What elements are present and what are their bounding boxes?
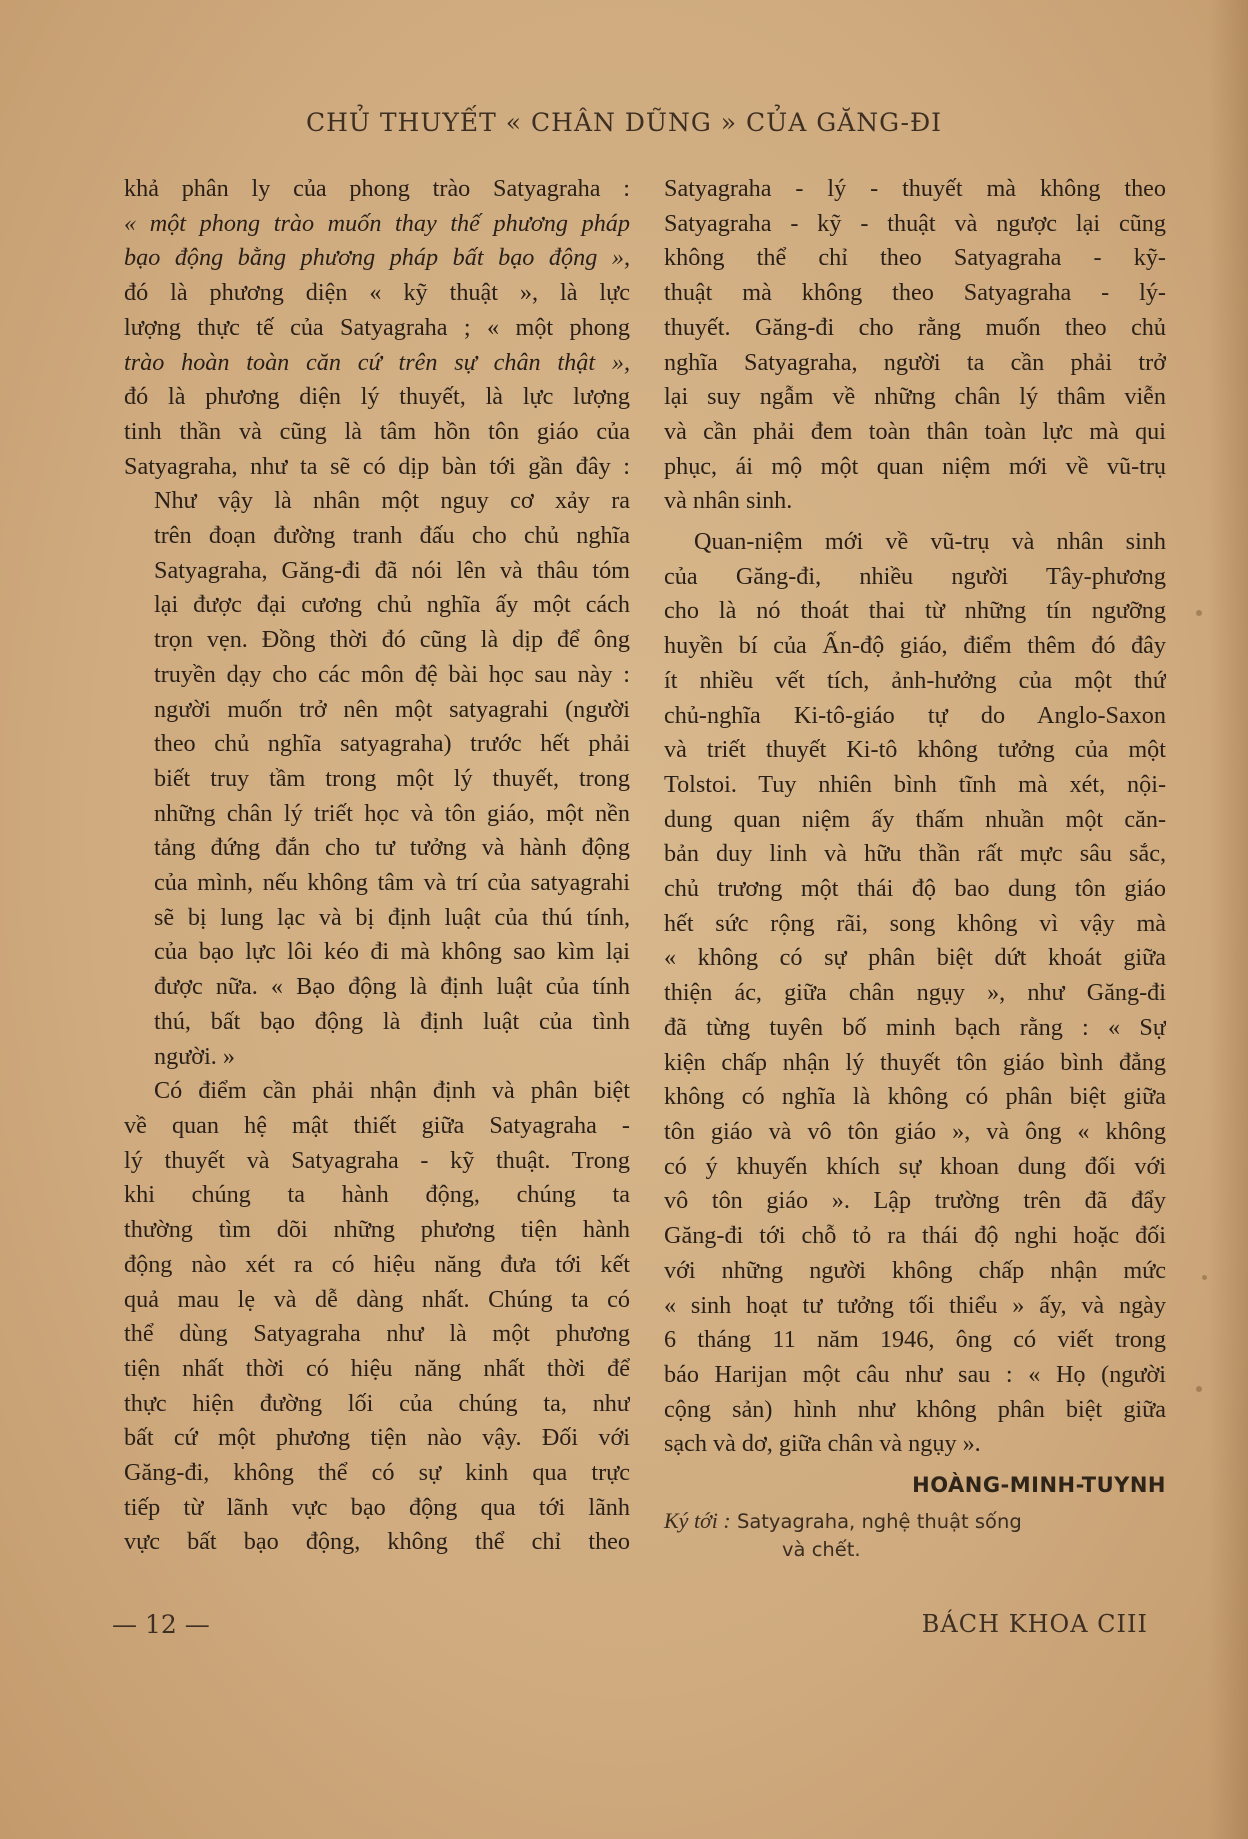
text-line: chủ-nghĩa Ki-tô-giáo tự do Anglo-Saxon [664, 701, 1166, 729]
source-title-continued: và chết. [782, 1537, 861, 1561]
author-name: HOÀNG-MINH-TUYNH [912, 1473, 1166, 1498]
text-line: khi chúng ta hành động, chúng ta [124, 1181, 630, 1209]
ink-spot [1202, 1275, 1207, 1280]
source-note [664, 1507, 1166, 1564]
text-line: trọn vẹn. Đồng thời đó cũng là dịp để ông [154, 626, 630, 654]
text-line: có ý khuyến khích sự khoan dung đối với [664, 1152, 1166, 1180]
page-edge-shadow [1208, 0, 1248, 1839]
text-line: chủ trương một thái độ bao dung tôn giáo [664, 875, 1166, 903]
text-line: những chân lý triết học và tôn giáo, một nền [154, 799, 630, 827]
text-line: thiện ác, giữa chân ngụy », như Găng-đi [664, 979, 1166, 1007]
right-paragraph-1 [664, 172, 1166, 519]
text-line: « sinh hoạt tư tưởng tối thiểu » ấy, và ngày [664, 1291, 1166, 1319]
text-line: cộng sản) hình như không phân biệt giữa [664, 1395, 1166, 1423]
text-line: không thể chỉ theo Satyagraha - kỹ- [664, 244, 1166, 272]
text-line: Satyagraha - lý - thuyết mà không theo [664, 175, 1166, 202]
text-line: huyền bí của Ấn-độ giáo, điểm thêm đó đây [664, 632, 1166, 660]
source-label: Ký tới : [664, 1507, 731, 1533]
text-line: thường tìm dõi những phương tiện hành [124, 1216, 630, 1244]
text-line: quả mau lẹ và dễ dàng nhất. Chúng ta có [124, 1285, 630, 1313]
text-line: thực hiện đường lối của chúng ta, như [124, 1389, 630, 1417]
text-line: trào hoàn toàn căn cứ trên sự chân thật », [124, 348, 630, 376]
text-line: 6 tháng 11 năm 1946, ông có viết trong [664, 1326, 1166, 1354]
text-line: của Găng-đi, nhiều người Tây-phương [664, 562, 1166, 590]
text-line: của mình, nếu không tâm và trí của satyagrahi [154, 869, 630, 897]
ink-spot [1196, 610, 1202, 616]
text-line: tinh thần và cũng là tâm hồn tôn giáo của [124, 417, 630, 445]
text-line: truyền dạy cho các môn đệ bài học sau này : [154, 660, 630, 688]
running-header: CHỦ THUYẾT « CHÂN DŨNG » CỦA GĂNG-ĐI [305, 108, 943, 137]
text-line: Như vậy là nhân một nguy cơ xảy ra [154, 487, 630, 515]
text-line: « không có sự phân biệt dứt khoát giữa [664, 944, 1166, 972]
ink-spot [1196, 1386, 1202, 1392]
text-line: bản duy linh và hữu thần rất mực sâu sắc, [664, 840, 1166, 868]
text-line: báo Harijan một câu như sau : « Họ (người [664, 1360, 1166, 1388]
right-paragraph-2 [664, 525, 1166, 1462]
text-line: tiện nhất thời có hiệu năng nhất thời để [124, 1354, 630, 1382]
journal-issue: BÁCH KHOA CIII [921, 1610, 1148, 1638]
text-line: Găng-đi, không thể có sự kinh qua trực [124, 1459, 630, 1487]
text-line: vô tôn giáo ». Lập trường trên đã đẩy [664, 1187, 1166, 1215]
text-line: thuật mà không theo Satyagraha - lý- [664, 279, 1166, 307]
text-line: Có điểm cần phải nhận định và phân biệt [154, 1077, 630, 1105]
text-line: và nhân sinh. [664, 487, 793, 515]
text-line: về quan hệ mật thiết giữa Satyagraha - [124, 1111, 630, 1139]
text-line: khả phân ly của phong trào Satyagraha : [124, 175, 630, 202]
page-number: — 12 — [112, 1610, 210, 1639]
text-line: Satyagraha, Găng-đi đã nói lên và thâu tóm [154, 556, 630, 584]
text-line: trên đoạn đường tranh đấu cho chủ nghĩa [154, 522, 630, 550]
text-line: Tolstoi. Tuy nhiên bình tĩnh mà xét, nội- [664, 770, 1166, 798]
text-line: tiếp từ lãnh vực bạo động qua tới lãnh [124, 1493, 630, 1521]
text-line: thú, bất bạo động là định luật của tình [154, 1007, 630, 1035]
text-line: tôn giáo và vô tôn giáo », và ông « không [664, 1117, 1166, 1145]
text-line: biết truy tầm trong một lý thuyết, trong [154, 764, 630, 792]
text-line: thuyết. Găng-đi cho rằng muốn theo chủ [664, 313, 1166, 341]
text-line: vực bất bạo động, không thể chỉ theo [124, 1528, 630, 1556]
text-line: động nào xét ra có hiệu năng đưa tới kết [124, 1250, 630, 1278]
text-line: dung quan niệm ấy thấm nhuần một căn- [664, 805, 1166, 833]
text-line: người. » [154, 1042, 235, 1070]
text-line: « một phong trào muốn thay thế phương pháp [124, 209, 630, 237]
text-line: lại suy ngẫm về những chân lý thâm viễn [664, 383, 1166, 411]
source-title: Satyagraha, nghệ thuật sống [736, 1509, 1022, 1533]
text-line: Quan-niệm mới về vũ-trụ và nhân sinh [694, 528, 1166, 556]
text-line: người muốn trở nên một satyagrahi (người [154, 695, 630, 723]
left-paragraph-3 [124, 1074, 630, 1560]
text-line: hết sức rộng rãi, song không vì vậy mà [664, 909, 1166, 937]
text-line: sẽ bị lung lạc và bị định luật của thú tính, [154, 903, 630, 931]
text-line: sạch và dơ, giữa chân và ngụy ». [664, 1430, 981, 1458]
text-line: cho là nó thoát thai từ những tín ngưỡng [664, 597, 1166, 625]
right-column [664, 172, 1166, 1564]
text-line: không có nghĩa là không có phân biệt giữa [664, 1083, 1166, 1111]
text-line: kiện chấp nhận lý thuyết tôn giáo bình đẳng [664, 1048, 1166, 1076]
text-line: theo chủ nghĩa satyagraha) trước hết phải [154, 730, 630, 758]
left-paragraph-2 [124, 484, 630, 1074]
text-line: Satyagraha, như ta sẽ có dịp bàn tới gần đây : [124, 452, 630, 480]
text-line: được nữa. « Bạo động là định luật của tính [154, 973, 630, 1001]
text-line: lại được đại cương chủ nghĩa ấy một cách [154, 591, 630, 619]
text-line: bất cứ một phương tiện nào vậy. Đối với [124, 1424, 630, 1452]
left-column [124, 172, 630, 1560]
text-line: nghĩa Satyagraha, người ta cần phải trở [664, 348, 1166, 376]
text-line: với những người không chấp nhận mức [664, 1256, 1166, 1284]
text-line: và triết thuyết Ki-tô không tưởng của một [664, 736, 1166, 764]
text-line: lý thuyết và Satyagraha - kỹ thuật. Trong [124, 1146, 630, 1174]
text-line: của bạo lực lôi kéo đi mà không sao kìm lại [154, 938, 630, 966]
text-line: và cần phải đem toàn thân toàn lực mà qui [664, 417, 1166, 445]
text-line: Găng-đi tới chỗ tỏ ra thái độ nghi hoặc đối [664, 1222, 1166, 1250]
text-line: Satyagraha - kỹ - thuật và ngược lại cũng [664, 209, 1166, 237]
text-line: bạo động bằng phương pháp bất bạo động », [124, 244, 630, 272]
text-line: đó là phương diện lý thuyết, là lực lượng [124, 383, 630, 411]
left-paragraph-1 [124, 172, 630, 484]
text-line: đã từng tuyên bố minh bạch rằng : « Sự [664, 1013, 1166, 1041]
text-line: thể dùng Satyagraha như là một phương [124, 1320, 630, 1348]
text-line: phục, ái mộ một quan niệm mới về vũ-trụ [664, 452, 1166, 480]
text-line: đó là phương diện « kỹ thuật », là lực [124, 279, 630, 307]
text-line: tảng đứng đắn cho tư tưởng và hành động [154, 834, 630, 862]
text-line: lượng thực tế của Satyagraha ; « một phong [124, 313, 630, 341]
text-line: ít nhiều vết tích, ảnh-hưởng của một thứ [664, 666, 1166, 694]
